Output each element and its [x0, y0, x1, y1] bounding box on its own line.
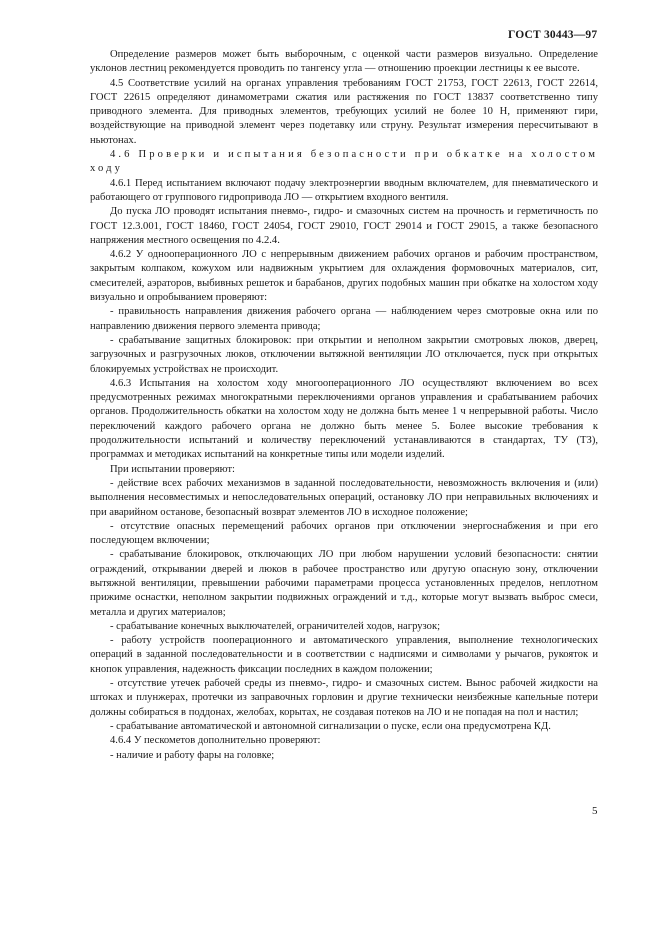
standard-code-header: ГОСТ 30443—97 [508, 29, 598, 41]
list-item: - правильность направления движения рабочего органа — наблюдением через смотровые окна или по направлению движения первого элемента привода; [90, 306, 598, 332]
section-heading: 4.6 Проверки и испытания безопасности при обкатке на холостом ходу [90, 149, 598, 175]
list-item: - работу устройств пооперационного и автоматического управления, выполнение технологических операций в заданной последовательности и в соответствии с надписями и символами у рычагов, рукояток и кнопок управления, надежность фиксации последних в каждом положении; [90, 635, 598, 675]
list-item: - срабатывание защитных блокировок: при открытии и неполном закрытии смотровых люков, дверец, загрузочных и разгрузочных люков, отключении вытяжной вентиляции ЛО отключается, пуск при открытых блокируемых устройствах не происходит. [90, 334, 598, 375]
list-item: - срабатывание автоматической и автономной сигнализации о пуске, если она предусмотрена КД. [110, 720, 551, 732]
body-text [90, 48, 598, 763]
list-item: - отсутствие опасных перемещений рабочих органов при отключении энергоснабжения и при его последующем включении; [90, 520, 598, 547]
paragraph: Определение размеров может быть выборочным, с оценкой части размеров визуально. Определение уклонов лестниц рекомендуется проводить по тангенсу угла — отношению проекции лестницы к ее высоте. [90, 49, 598, 75]
list-item: - отсутствие утечек рабочей среды из пневмо-, гидро- и смазочных систем. Вынос рабочей жидкости на штоках и плунжерах, протечки из заправочных горловин и другие технически неизбежные капельные потери должны собираться в поддонах, желобах, корытах, не создавая потеков на ЛО и не попадая на пол и настил; [90, 678, 598, 718]
paragraph: 4.6.3 Испытания на холостом ходу многооперационного ЛО осуществляют включением во всех предусмотренных режимах многократными переключениями органов управления и срабатыванием рабочих органов. Продолжительность обкатки на холостом ходу не должна быть менее 1 ч непрерывной работы. Число переключений каждого рабочего органа не должно быть менее 5. Более высокие требования к продолжительности испытаний и количеству переключений устанавливаются в стандартах, ТУ (ТЗ), программах и методиках испытаний на конкретные типы или модели изделий. [90, 377, 598, 461]
paragraph: До пуска ЛО проводят испытания пневмо-, гидро- и смазочных систем на прочность и герметичность по ГОСТ 12.3.001, ГОСТ 18460, ГОСТ 24054, ГОСТ 29010, ГОСТ 29014 и ГОСТ 29015, а также безопасного напряжения местного освещения по 4.2.4. [90, 206, 598, 246]
list-item: - наличие и работу фары на головке; [110, 749, 275, 761]
page-number: 5 [592, 805, 598, 817]
paragraph: 4.6.4 У пескометов дополнительно проверяют: [110, 735, 321, 747]
paragraph: 4.5 Соответствие усилий на органах управления требованиям ГОСТ 21753, ГОСТ 22613, ГОСТ 22614, ГОСТ 22615 определяют динамометрами сжатия или растяжения по ГОСТ 13837 соответственно типу приводного элемента. Для приводных элементов, требующих усилий не более 10 Н, применяют гири, воздействующие на приводной элемент через подетавку или струну. Результат измерения пересчитывают в ньютонах. [90, 77, 598, 146]
paragraph: 4.6.1 Перед испытанием включают подачу электроэнергии вводным включателем, для пневматического и работающего от группового гидропривода ЛО — открытием входного вентиля. [90, 177, 598, 203]
paragraph: При испытании проверяют: [110, 463, 235, 475]
list-item: - срабатывание блокировок, отключающих ЛО при любом нарушении условий безопасности: снятии ограждений, открывании дверей и люков в рабочее пространство или другую опасную зону, отключении вытяжной вентиляции, превышении рабочими параметрами процесса установленных пределов, неплотном прижиме оснастки, неполном закрытии подвижных ограждений и т.д., которые могут вызвать выброс смеси, металла и других материалов; [90, 549, 598, 618]
list-item: - срабатывание конечных выключателей, ограничителей ходов, нагрузок; [110, 620, 441, 632]
paragraph: 4.6.2 У однооперационного ЛО с непрерывным движением рабочих органов и рабочим пространством, закрытым колпаком, кожухом или надвижным укрытием для охлаждения формовочных материалов, сит, смесителей, аэраторов, выбивных решеток и барабанов, других подобных машин при обкатке на холостом ходу визуально и опробыванием проверяют: [90, 249, 598, 304]
list-item: - действие всех рабочих механизмов в заданной последовательности, невозможность включения и (или) выполнения несовместимых и непоследовательных операций, остановку ЛО при неправильных включениях и при аварийном останове, безопасный возврат элементов ЛО в исходное положение; [90, 477, 598, 518]
